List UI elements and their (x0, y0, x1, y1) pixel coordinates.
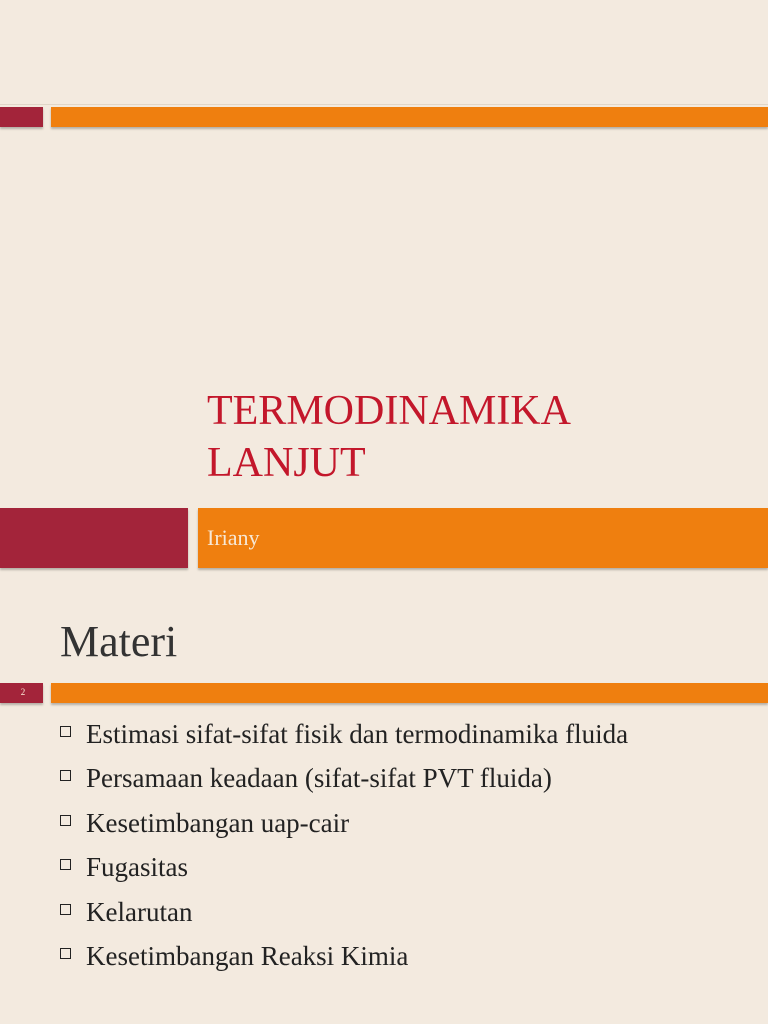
list-item (60, 890, 628, 935)
list-item-text: Kesetimbangan uap-cair (86, 807, 350, 838)
list-item (60, 846, 628, 891)
hollow-square-icon (60, 859, 71, 870)
list-item-text: Persamaan keadaan (sifat-sifat PVT fluida) (86, 763, 552, 794)
hollow-square-icon (60, 726, 71, 737)
list-item (60, 712, 628, 757)
hollow-square-icon (60, 948, 71, 959)
slide-subtitle: Iriany (207, 525, 260, 550)
subtitle-orange-bar (198, 508, 768, 568)
slide-title-line-2: LANJUT (207, 440, 366, 486)
content-slide (0, 580, 768, 1024)
list-item-text: Fugasitas (86, 852, 189, 883)
content-orange-bar (51, 683, 768, 703)
slide-title (207, 385, 747, 489)
list-item-text: Kelarutan (86, 896, 193, 927)
list-item (60, 757, 628, 802)
list-item (60, 935, 628, 980)
list-item-text: Estimasi sifat-sifat fisik dan termodinamika fluida (86, 718, 629, 749)
hollow-square-icon (60, 770, 71, 781)
bullet-list (60, 712, 628, 979)
header-red-bar (0, 107, 43, 127)
hollow-square-icon (60, 904, 71, 915)
hollow-square-icon (60, 815, 71, 826)
list-item (60, 801, 628, 846)
page-number: 2 (20, 687, 26, 697)
subtitle-red-bar (0, 508, 188, 568)
top-divider-line (0, 104, 768, 105)
content-slide-title: Materi (60, 617, 178, 666)
list-item-text: Kesetimbangan Reaksi Kimia (86, 941, 409, 972)
slide-title-line-1: TERMODINAMIKA (207, 388, 571, 434)
header-orange-bar (51, 107, 768, 127)
